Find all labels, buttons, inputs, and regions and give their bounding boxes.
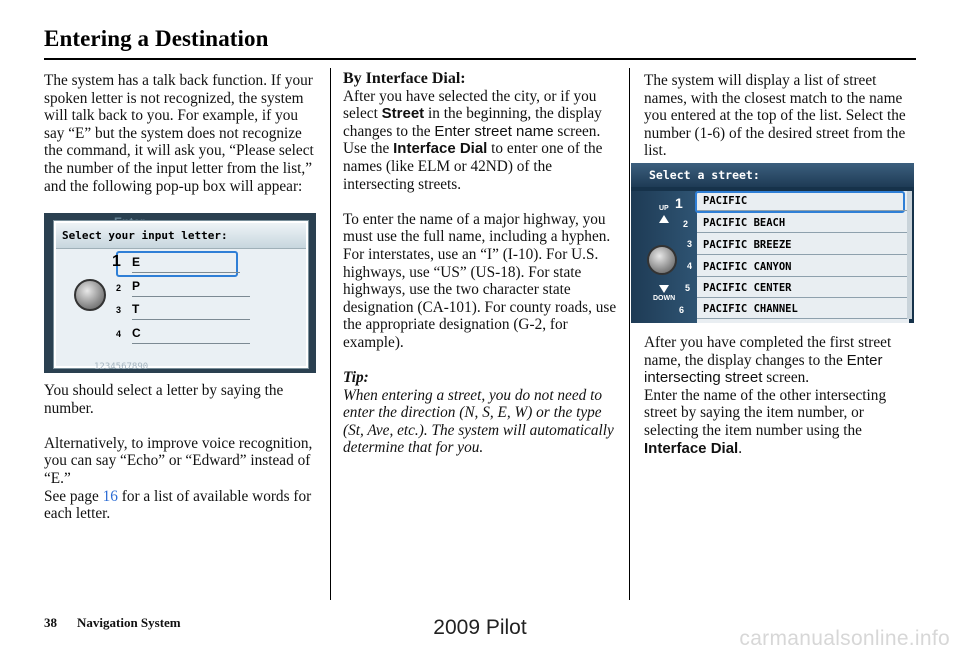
alternative-paragraph: Alternatively, to improve voice recognition, you can say “Echo” or “Edward” instead of “E.” [44,434,313,487]
talkback-paragraph: The system has a talk back function. If your spoken letter is not recognized, the system will talk back to you. For example, if you say “E” but the system does not recognize the command, it will ask you, “Please select the number of the input letter from the list,” and the following pop-up box will appear: [44,72,314,195]
street-number-3: 3 [687,239,693,249]
interface-dial-paragraph: After you have selected the city, or if you select Street in the beginning, the display changes to the Enter street name screen. Use the Interface Dial to enter one of the names (like ELM or 42ND) of the intersecting streets. [343,87,603,193]
street-option-3[interactable]: PACIFIC BREEZE [697,237,909,255]
tip-label: Tip: [343,369,369,387]
street-option-6[interactable]: PACIFIC CHANNEL [697,301,909,319]
street-screen-header: Select a street: [631,163,914,187]
street-option-4[interactable]: PACIFIC CANYON [697,259,909,277]
letter-option-1[interactable]: E [132,255,240,273]
title-rule [44,58,916,60]
column-3 [644,72,916,160]
enter-other-street-paragraph: Enter the name of the other intersecting street by saying the item number, or selecting the item number using the Interface Dial. [644,386,887,457]
letter-option-2[interactable]: P [132,279,250,297]
page-16-link[interactable]: 16 [102,487,118,505]
popup-header: Select your input letter: [56,223,306,249]
select-letter-paragraph: You should select a letter by saying the number. [44,382,284,417]
page-title: Entering a Destination [44,26,269,51]
section-name: Navigation System [77,615,181,630]
interface-dial-heading: By Interface Dial: [343,70,466,87]
street-list [697,191,909,323]
column-divider-2 [629,68,630,600]
input-letter-popup [54,221,308,368]
letter-number-4: 4 [116,329,122,339]
street-screen-side-panel [631,191,697,323]
street-list-scrollbar[interactable] [907,191,912,319]
letter-number-1: 1 [112,253,121,270]
popup-body [56,249,306,366]
street-option-1[interactable]: PACIFIC [697,193,909,211]
street-number-1: 1 [675,195,683,211]
input-letter-popup-screenshot [44,213,316,373]
highway-paragraph: To enter the name of a major highway, you must use the full name, including a hyphen. For interstates, use an “I” (I-10). For U.S. highways, use “US” (US-18). For state highways, use the two character state designation (CA-101). For county roads, use the appropriate designation (G-2, for example). [343,210,617,351]
street-option-5[interactable]: PACIFIC CENTER [697,280,909,298]
model-watermark: 2009 Pilot [433,616,527,639]
page-number: 38 [44,615,57,630]
column-1 [44,72,320,195]
footer-url: carmanualsonline.info [739,627,950,650]
select-street-screenshot [631,163,914,323]
column-3-lower [644,334,916,457]
street-option-2[interactable]: PACIFIC BEACH [697,215,909,233]
down-label: DOWN [653,295,676,302]
tip-text: When entering a street, you do not need to enter the direction (N, S, E, W) or the type (St, Ave, etc.). The system will automatically determine that for you. [343,386,614,457]
letter-number-3: 3 [116,305,122,315]
column-1-lower [44,382,320,523]
letter-option-3[interactable]: T [132,302,250,320]
see-page-paragraph: See page 16 for a list of available words for each letter. [44,487,312,523]
street-number-2: 2 [683,219,689,229]
street-number-5: 5 [685,283,691,293]
intersecting-street-paragraph: After you have completed the first street name, the display changes to the Enter intersecting street screen. [644,334,892,387]
street-number-6: 6 [679,305,685,315]
up-arrow-icon[interactable] [659,215,669,223]
column-divider-1 [330,68,331,600]
up-label: UP [659,205,669,212]
down-arrow-icon[interactable] [659,285,669,293]
street-list-paragraph: The system will display a list of street names, with the closest match to the name you entered at the top of the list. Select the number (1-6) of the desired street from the list. [644,72,906,160]
column-2 [343,70,619,457]
street-number-4: 4 [687,261,693,271]
dial-knob-icon [647,245,677,275]
letter-number-2: 2 [116,283,122,293]
letter-option-4[interactable]: C [132,326,250,344]
keyboard-strip: 1234567890 [94,362,149,372]
dial-knob-icon [74,279,106,311]
